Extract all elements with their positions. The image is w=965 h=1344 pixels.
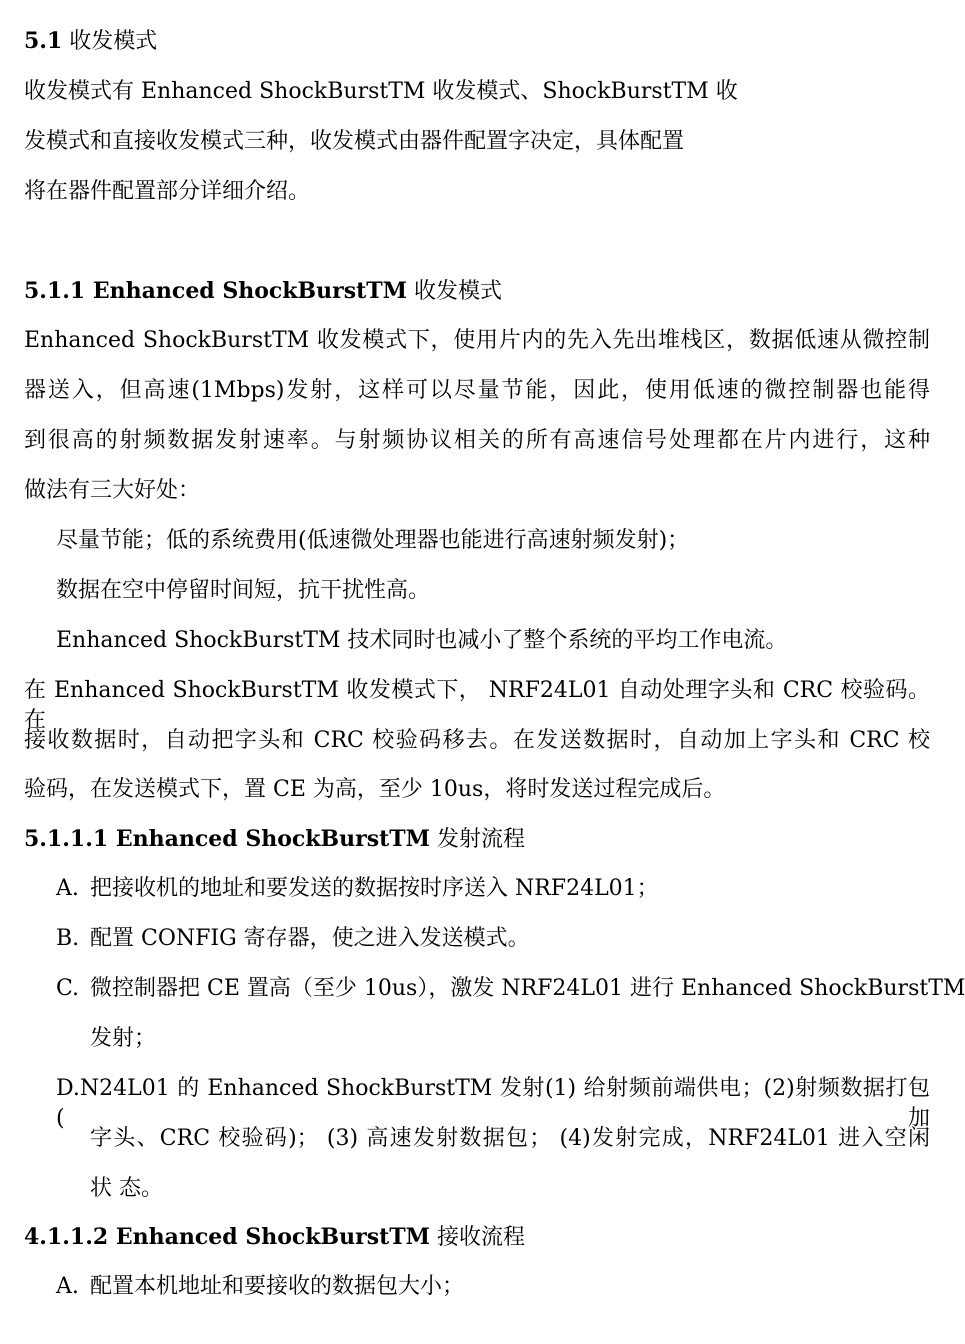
heading-english: Enhanced ShockBurstTM [108, 826, 430, 852]
tx-step-d-continued-1: 字头、CRC 校验码)； (3) 高速发射数据包； (4)发射完成，NRF24L01 进入空闲 [90, 1126, 930, 1151]
para1-line-2: 器送入，但高速(1Mbps)发射，这样可以尽量节能，因此，使用低速的微控制器也能得 [24, 378, 930, 403]
heading-number: 5.1.1 [24, 278, 86, 304]
rx-step-a [56, 1272, 930, 1302]
benefit-item-2: 数据在空中停留时间短，抗干扰性高。 [56, 578, 431, 603]
tx-step-d: D.N24L01 的 Enhanced ShockBurstTM 发射(1) 给射频前端供电；(2)射频数据打包(加 [56, 1076, 930, 1131]
step-label: A. [56, 876, 79, 901]
step-text: 配置 CONFIG 寄存器，使之进入发送模式。 [90, 926, 530, 951]
benefit-item-1: 尽量节能；低的系统费用(低速微处理器也能进行高速射频发射)； [56, 528, 690, 553]
heading-title: 发射流程 [429, 827, 525, 852]
para1-line-3: 到很高的射频数据发射速率。与射频协议相关的所有高速信号处理都在片内进行，这种 [24, 428, 930, 453]
intro-line-2: 发模式和直接收发模式三种，收发模式由器件配置字决定，具体配置 [24, 129, 685, 154]
heading-english: Enhanced ShockBurstTM [85, 278, 407, 304]
section-heading-5-1-1 [24, 276, 930, 307]
tx-step-a [56, 874, 930, 904]
heading-title: 收发模式 [62, 29, 158, 54]
para1-line-1: Enhanced ShockBurstTM 收发模式下，使用片内的先入先出堆栈区，数据低速从微控制 [24, 328, 930, 353]
tx-step-b [56, 924, 930, 954]
heading-number: 5.1 [24, 28, 63, 54]
step-text: 配置本机地址和要接收的数据包大小； [90, 1274, 465, 1299]
step-label: A. [56, 1274, 79, 1299]
heading-title: 接收流程 [429, 1225, 525, 1250]
benefit-item-3: Enhanced ShockBurstTM 技术同时也减小了整个系统的平均工作电流。 [56, 628, 788, 653]
intro-line-3: 将在器件配置部分详细介绍。 [24, 179, 311, 204]
section-heading-4-1-1-2 [24, 1222, 930, 1253]
heading-number: 5.1.1.1 [24, 826, 109, 852]
para2-line-2: 接收数据时，自动把字头和 CRC 校验码移去。在发送数据时，自动加上字头和 CRC 校 [24, 728, 930, 753]
step-text: 微控制器把 CE 置高（至少 10us），激发 NRF24L01 进行 Enhanced ShockBurstTM [90, 976, 965, 1001]
para2-line-1: 在 Enhanced ShockBurstTM 收发模式下， NRF24L01 自动处理字头和 CRC 校验码。在 [24, 678, 930, 733]
intro-line-1: 收发模式有 Enhanced ShockBurstTM 收发模式、ShockBurstTM 收 [24, 79, 738, 104]
step-label: B. [56, 926, 80, 951]
step-label: C. [56, 976, 80, 1001]
tx-step-c-continued: 发射； [90, 1026, 157, 1051]
para1-line-4: 做法有三大好处： [24, 478, 201, 503]
step-text: 把接收机的地址和要发送的数据按时序送入 NRF24L01； [90, 876, 659, 901]
heading-number: 4.1.1.2 [24, 1224, 109, 1250]
section-heading-5-1-1-1 [24, 824, 930, 855]
tx-step-c [56, 974, 965, 1004]
tx-step-d-continued-2: 状 态。 [90, 1176, 163, 1201]
para2-line-3: 验码，在发送模式下，置 CE 为高，至少 10us，将时发送过程完成后。 [24, 777, 726, 802]
section-heading-5-1 [24, 26, 930, 57]
heading-title: 收发模式 [407, 279, 502, 304]
heading-english: Enhanced ShockBurstTM [108, 1224, 430, 1250]
